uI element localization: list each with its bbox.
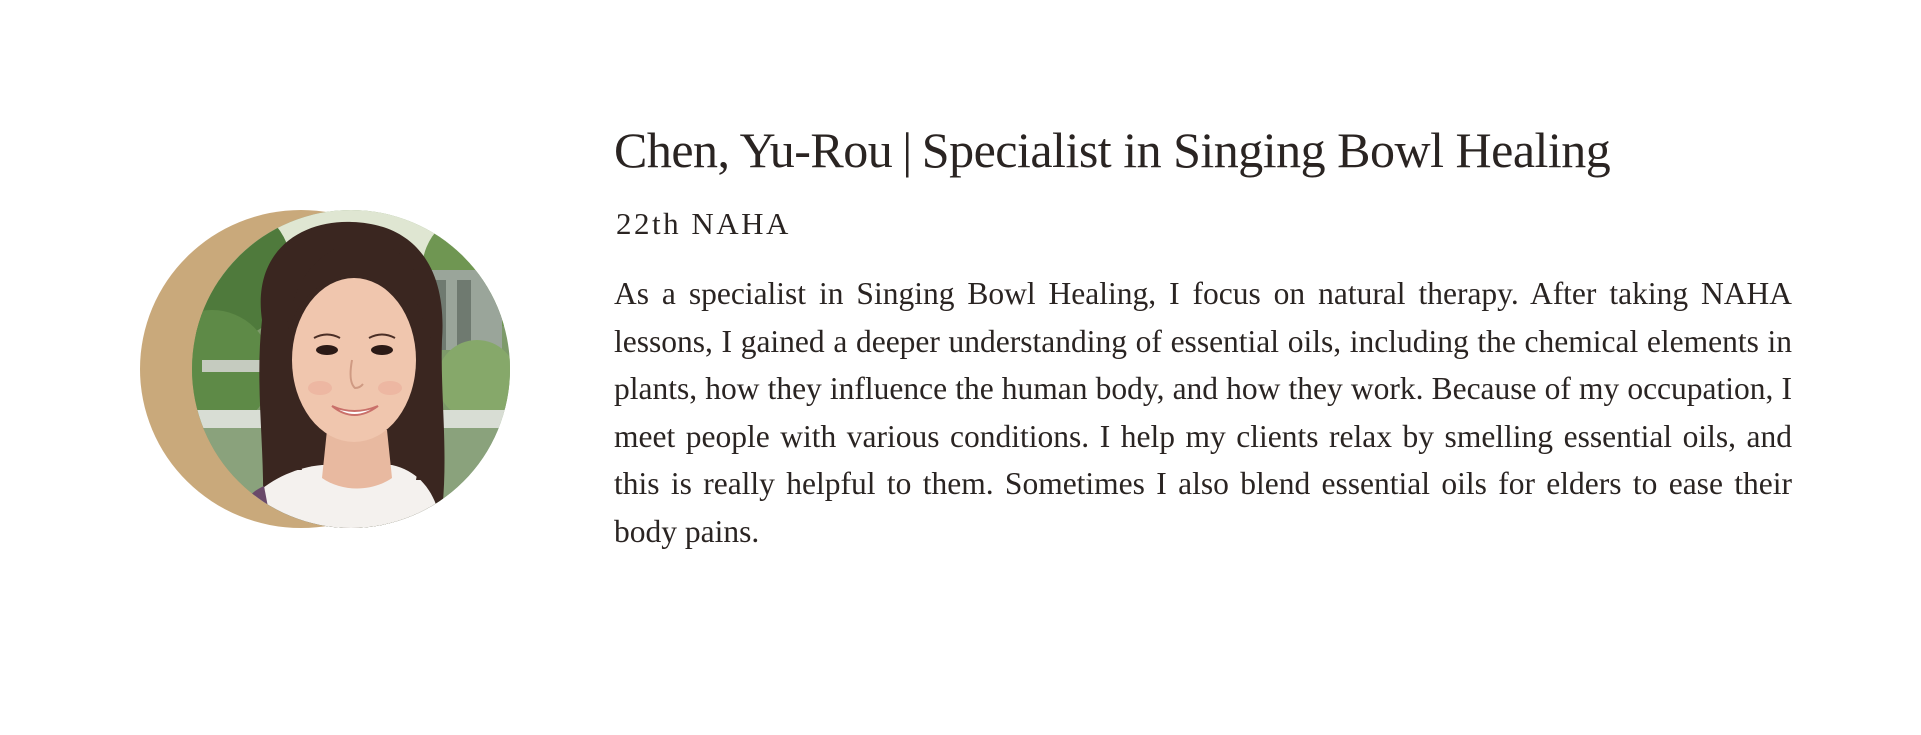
profile-heading — [614, 118, 1794, 182]
credential: 22th NAHA — [616, 206, 791, 241]
profile-text — [614, 118, 1794, 555]
profile-name: Chen, Yu-Rou — [614, 122, 893, 178]
portrait — [140, 210, 510, 528]
heading-separator: | — [902, 122, 912, 178]
profile-title: Specialist in Singing Bowl Healing — [921, 122, 1611, 178]
person-photo-icon — [192, 210, 510, 528]
bio-paragraph: As a specialist in Singing Bowl Healing, I focus on natural therapy. After taking NAHA lessons, I gained a deeper understanding of essential oils, including the chemical elements in plants, how they influence the human body, and how they work. Because of my occupation, I meet people with various conditions. I help my clients relax by smelling essential oils, and this is really helpful to them. Sometimes I also blend essential oils for elders to ease their body pains. — [614, 276, 1792, 549]
